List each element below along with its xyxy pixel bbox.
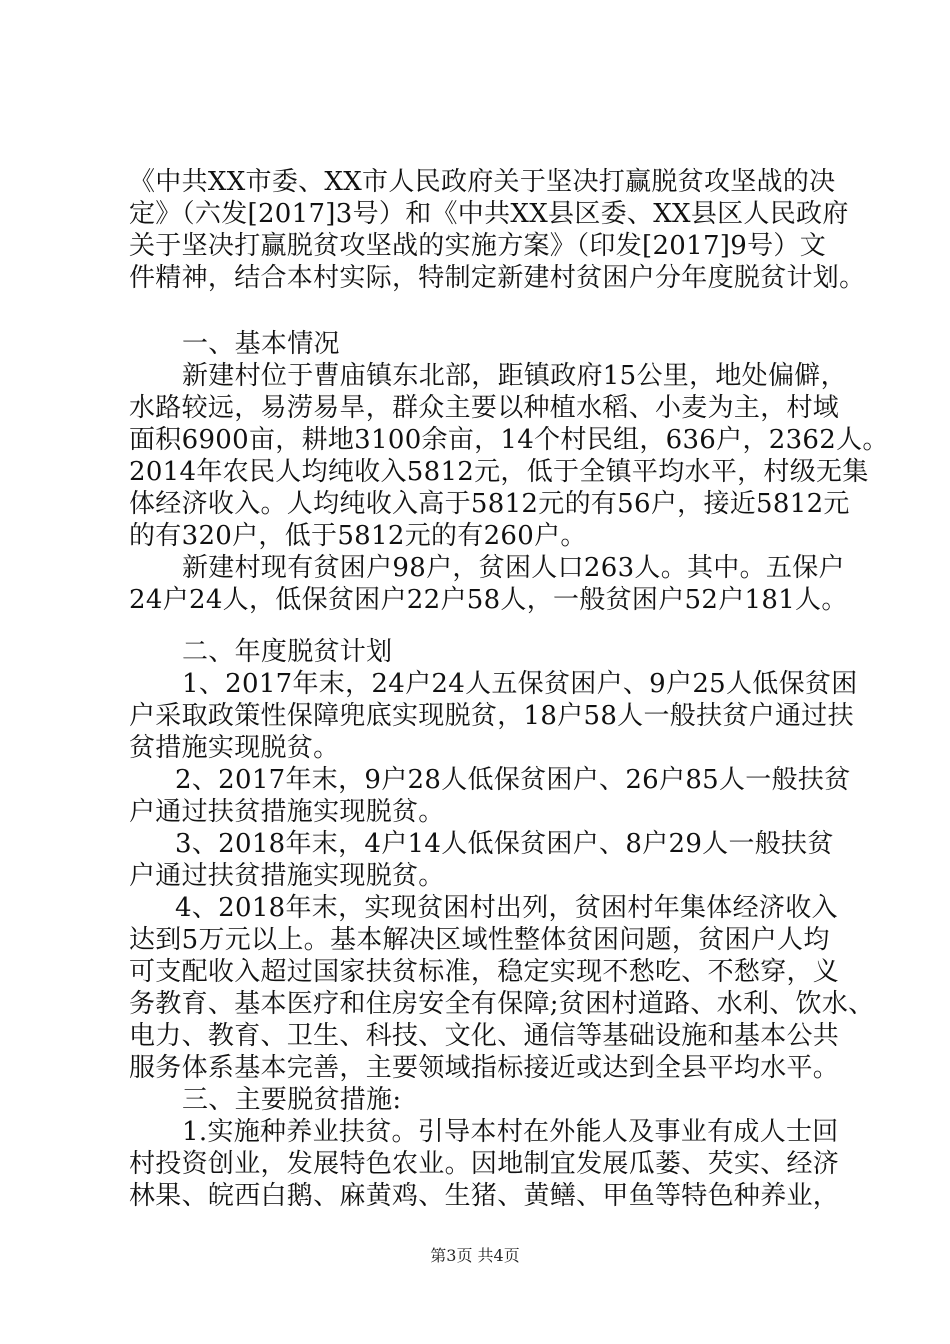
paragraph-line: 贫措施实现脱贫。 <box>129 733 340 763</box>
paragraph-line: 关于坚决打赢脱贫攻坚战的实施方案》（印发[2017]9号）文 <box>129 231 826 261</box>
paragraph-line: 新建村位于曹庙镇东北部，距镇政府15公里，地处偏僻， <box>182 361 847 391</box>
section-heading: 三、主要脱贫措施: <box>182 1085 402 1115</box>
paragraph-line: 水路较远，易涝易旱，群众主要以种植水稻、小麦为主，村域 <box>129 393 840 423</box>
paragraph-line: 2、2017年末，9户28人低保贫困户、26户85人一般扶贫 <box>175 765 851 795</box>
paragraph-line: 可支配收入超过国家扶贫标准，稳定实现不愁吃、不愁穿，义 <box>129 957 840 987</box>
paragraph-line: 1、2017年末，24户24人五保贫困户、9户25人低保贫困 <box>182 669 858 699</box>
paragraph-line: 服务体系基本完善，主要领域指标接近或达到全县平均水平。 <box>129 1053 840 1083</box>
paragraph-line: 达到5万元以上。基本解决区域性整体贫困问题，贫困户人均 <box>129 925 830 955</box>
paragraph-line: 务教育、基本医疗和住房安全有保障;贫困村道路、水利、饮水、 <box>129 989 875 1019</box>
paragraph-line: 1.实施种养业扶贫。引导本村在外能人及事业有成人士回 <box>182 1117 839 1147</box>
paragraph-line: 新建村现有贫困户98户，贫困人口263人。其中。五保户 <box>182 553 845 583</box>
paragraph-line: 电力、教育、卫生、科技、文化、通信等基础设施和基本公共 <box>129 1021 840 1051</box>
paragraph-line: 24户24人，低保贫困户22户58人，一般贫困户52户181人。 <box>129 585 848 615</box>
paragraph-line: 户通过扶贫措施实现脱贫。 <box>129 861 445 891</box>
paragraph-line: 体经济收入。人均纯收入高于5812元的有56户，接近5812元 <box>129 489 850 519</box>
paragraph-line: 件精神，结合本村实际，特制定新建村贫困户分年度脱贫计划。 <box>129 263 866 293</box>
paragraph-line: 4、2018年末，实现贫困村出列，贫困村年集体经济收入 <box>175 893 838 923</box>
paragraph-line: 定》（六发[2017]3号）和《中共XX县区委、XX县区人民政府 <box>129 199 849 229</box>
paragraph-line: 村投资创业，发展特色农业。因地制宜发展瓜蒌、芡实、经济 <box>129 1149 840 1179</box>
paragraph-line: 的有320户，低于5812元的有260户。 <box>129 521 587 551</box>
paragraph-line: 3、2018年末，4户14人低保贫困户、8户29人一般扶贫 <box>175 829 834 859</box>
page-footer: 第3页 共4页 <box>430 1246 520 1265</box>
paragraph-line: 2014年农民人均纯收入5812元，低于全镇平均水平，村级无集 <box>129 457 869 487</box>
paragraph-line: 林果、皖西白鹅、麻黄鸡、生猪、黄鳝、甲鱼等特色种养业， <box>129 1181 840 1211</box>
paragraph-line: 面积6900亩，耕地3100余亩，14个村民组，636户，2362人。 <box>129 425 889 455</box>
section-heading: 二、年度脱贫计划 <box>182 637 393 667</box>
paragraph-line: 户通过扶贫措施实现脱贫。 <box>129 797 445 827</box>
paragraph-line: 《中共XX市委、XX市人民政府关于坚决打赢脱贫攻坚战的决 <box>129 167 836 197</box>
paragraph-line: 户采取政策性保障兜底实现脱贫，18户58人一般扶贫户通过扶 <box>129 701 854 731</box>
section-heading: 一、基本情况 <box>182 329 340 359</box>
